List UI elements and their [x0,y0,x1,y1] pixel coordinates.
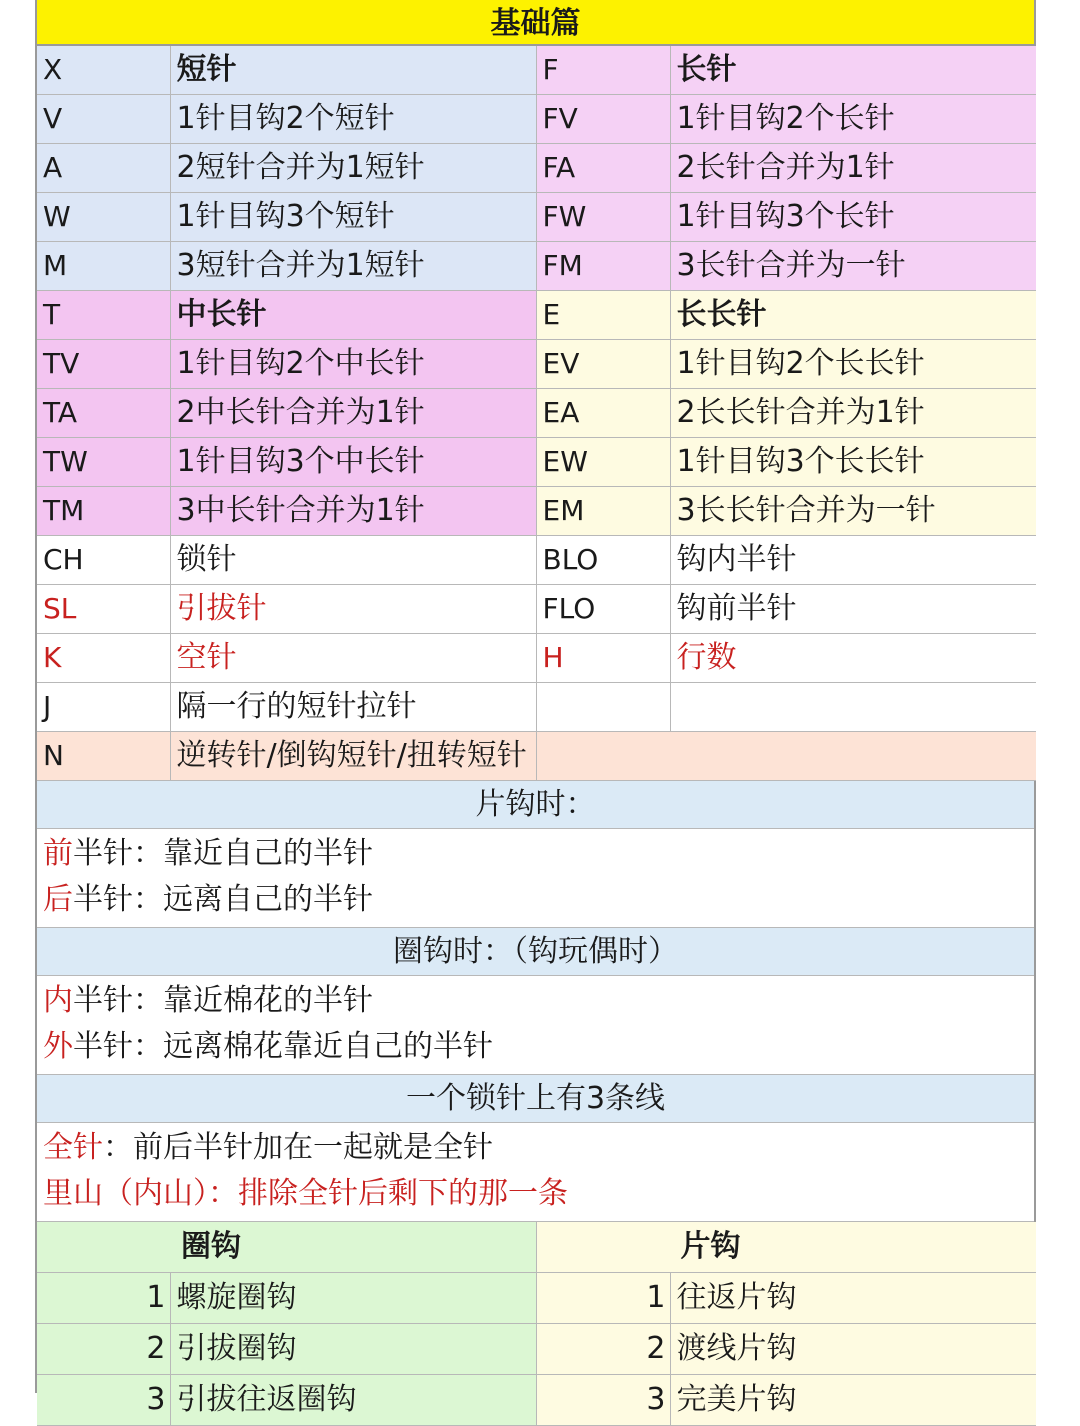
stitch-desc: 1针目钩3个长针 [670,193,1036,242]
highlight-term: 里山（内山）：排除全针后剩下的那一条 [43,1176,568,1211]
note-text: 半针：靠近自己的半针 [73,836,373,871]
stitch-desc: 钩内半针 [670,536,1036,585]
stitch-code: CH [37,536,170,585]
stitch-desc: 短针 [170,46,536,95]
stitch-code: EW [536,438,670,487]
table-row [37,340,1036,389]
method-number: 1 [536,1273,670,1324]
round-header: 圈钩 [37,1222,536,1273]
stitch-code: T [37,291,170,340]
stitch-desc: 3中长针合并为1针 [170,487,536,536]
section-body [37,1123,1034,1222]
table-row [37,389,1036,438]
note-text: 半针：远离自己的半针 [73,882,373,917]
table-row [37,438,1036,487]
stitch-desc: 引拔针 [170,585,536,634]
stitch-code: H [536,634,670,683]
table-row [37,634,1036,683]
table-row [37,144,1036,193]
stitch-code: FM [536,242,670,291]
highlight-term: 后 [43,882,73,917]
stitch-desc: 长针 [670,46,1036,95]
stitch-code: FLO [536,585,670,634]
stitch-desc: 钩前半针 [670,585,1036,634]
stitch-code: TM [37,487,170,536]
table-row [37,1273,1036,1324]
stitch-desc: 3长针合并为一针 [670,242,1036,291]
table-row [37,46,1036,95]
stitch-code: M [37,242,170,291]
round-method: 螺旋圈钩 [170,1273,536,1324]
section-body [37,829,1034,928]
table-row [37,487,1036,536]
note-text: 半针：远离棉花靠近自己的半针 [73,1029,493,1064]
method-number: 3 [37,1375,170,1426]
stitch-desc: 2短针合并为1短针 [170,144,536,193]
note-text: 半针：靠近棉花的半针 [73,983,373,1018]
stitch-desc: 1针目钩3个长长针 [670,438,1036,487]
table-row [37,1324,1036,1375]
stitch-code: BLO [536,536,670,585]
stitch-code: W [37,193,170,242]
method-table [37,1222,1036,1426]
stitch-desc: 长长针 [670,291,1036,340]
stitch-desc: 中长针 [170,291,536,340]
highlight-term: 全针 [43,1130,103,1165]
method-number: 2 [536,1324,670,1375]
stitch-code: TW [37,438,170,487]
stitch-desc: 1针目钩3个短针 [170,193,536,242]
table-row [37,242,1036,291]
table-row [37,536,1036,585]
stitch-code: EA [536,389,670,438]
stitch-code [536,683,670,732]
stitch-code: TV [37,340,170,389]
stitch-desc: 逆转针/倒钩短针/扭转短针 [170,732,536,781]
stitch-desc: 空针 [170,634,536,683]
note-line [43,1171,1034,1217]
stitch-desc: 2中长针合并为1针 [170,389,536,438]
flat-method: 渡线片钩 [670,1324,1036,1375]
stitch-desc: 1针目钩2个短针 [170,95,536,144]
method-number: 3 [536,1375,670,1426]
stitch-code: TA [37,389,170,438]
highlight-term: 前 [43,836,73,871]
stitch-code: X [37,46,170,95]
note-line [43,831,1034,877]
crochet-reference-sheet [35,0,1036,1417]
stitch-desc: 1针目钩2个长长针 [670,340,1036,389]
note-text: ：前后半针加在一起就是全针 [103,1130,493,1165]
stitch-code: EM [536,487,670,536]
table-row [37,732,1036,781]
note-line [43,877,1034,923]
stitch-code: F [536,46,670,95]
method-header-row [37,1222,1036,1273]
stitch-code: V [37,95,170,144]
section-heading: 圈钩时：（钩玩偶时） [37,928,1034,976]
highlight-term: 内 [43,983,73,1018]
stitch-code: SL [37,585,170,634]
page-title: 基础篇 [37,0,1034,46]
stitch-desc: 锁针 [170,536,536,585]
table-row [37,683,1036,732]
stitch-code: EV [536,340,670,389]
stitch-desc [670,683,1036,732]
round-method: 引拔往返圈钩 [170,1375,536,1426]
stitch-desc: 3短针合并为1短针 [170,242,536,291]
table-row [37,1375,1036,1426]
flat-method: 完美片钩 [670,1375,1036,1426]
table-row [37,95,1036,144]
section-body [37,976,1034,1075]
section-heading: 一个锁针上有3条线 [37,1075,1034,1123]
section-heading: 片钩时： [37,781,1034,829]
flat-header: 片钩 [536,1222,1036,1273]
stitch-table [37,46,1036,781]
stitch-code: N [37,732,170,781]
notes-sections [37,781,1034,1222]
stitch-desc: 1针目钩2个长针 [670,95,1036,144]
stitch-code: FV [536,95,670,144]
round-method: 引拔圈钩 [170,1324,536,1375]
note-line [43,978,1034,1024]
stitch-desc: 3长长针合并为一针 [670,487,1036,536]
stitch-code: K [37,634,170,683]
table-row [37,193,1036,242]
stitch-code: E [536,291,670,340]
note-line [43,1125,1034,1171]
stitch-desc: 1针目钩2个中长针 [170,340,536,389]
highlight-term: 外 [43,1029,73,1064]
flat-method: 往返片钩 [670,1273,1036,1324]
method-number: 2 [37,1324,170,1375]
stitch-desc: 行数 [670,634,1036,683]
stitch-code: A [37,144,170,193]
stitch-desc: 2长针合并为1针 [670,144,1036,193]
note-line [43,1024,1034,1070]
stitch-code: FW [536,193,670,242]
stitch-code: FA [536,144,670,193]
table-row [37,585,1036,634]
stitch-desc: 隔一行的短针拉针 [170,683,536,732]
empty-cell [536,732,1036,781]
table-row [37,291,1036,340]
stitch-code: J [37,683,170,732]
method-number: 1 [37,1273,170,1324]
stitch-desc: 1针目钩3个中长针 [170,438,536,487]
stitch-desc: 2长长针合并为1针 [670,389,1036,438]
